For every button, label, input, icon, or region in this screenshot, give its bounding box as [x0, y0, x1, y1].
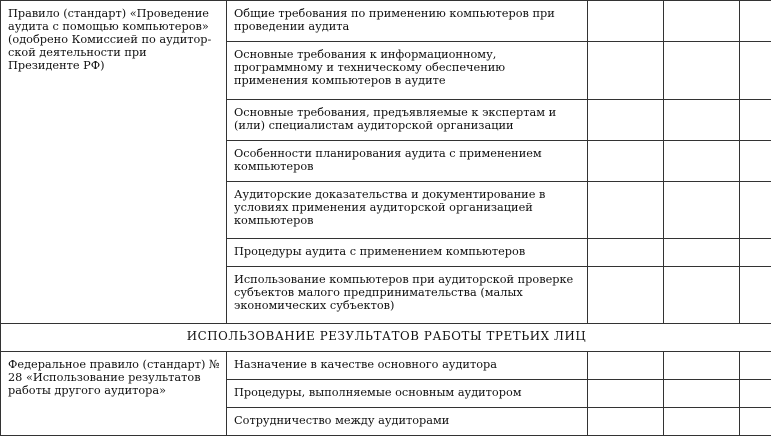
empty-cell: [588, 239, 664, 267]
empty-cell: [664, 352, 740, 380]
empty-cell: [664, 267, 740, 324]
table-row: [1, 352, 771, 380]
section-header-row: [1, 324, 771, 352]
standard-cell-computer-audit: Правило (стандарт) «Проведение аудита с помощью компьютеров» (одобрено Комиссией по аудитор-ской деятельности при Президенте РФ): [1, 1, 227, 324]
empty-cell: [740, 100, 771, 141]
requirement-cell: Основные требования, предъявляемые к экспертам и (или) специалистам аудиторской организации: [227, 100, 588, 141]
empty-cell: [740, 141, 771, 182]
empty-cell: [588, 352, 664, 380]
requirement-cell: Использование компьютеров при аудиторской проверке субъектов малого предпринимательства (малых экономических субъектов): [227, 267, 588, 324]
empty-cell: [588, 100, 664, 141]
requirement-cell: Назначение в качестве основного аудитора: [227, 352, 588, 380]
empty-cell: [664, 141, 740, 182]
empty-cell: [740, 267, 771, 324]
requirement-cell: Аудиторские доказательства и документирование в условиях применения аудиторской организацией компьютеров: [227, 182, 588, 239]
empty-cell: [588, 408, 664, 436]
empty-cell: [588, 380, 664, 408]
empty-cell: [740, 1, 771, 42]
requirement-cell: Процедуры аудита с применением компьютеров: [227, 239, 588, 267]
empty-cell: [664, 380, 740, 408]
empty-cell: [740, 239, 771, 267]
standard-cell-third-parties: Федеральное правило (стандарт) № 28 «Использование результатов работы другого аудитора»: [1, 352, 227, 436]
requirement-cell: Процедуры, выполняемые основным аудитором: [227, 380, 588, 408]
requirement-cell: Особенности планирования аудита с применением компьютеров: [227, 141, 588, 182]
table-row: [1, 1, 771, 42]
empty-cell: [740, 408, 771, 436]
empty-cell: [588, 42, 664, 100]
requirement-cell: Общие требования по применению компьютеров при проведении аудита: [227, 1, 588, 42]
empty-cell: [740, 380, 771, 408]
empty-cell: [664, 182, 740, 239]
empty-cell: [740, 42, 771, 100]
empty-cell: [664, 42, 740, 100]
empty-cell: [588, 1, 664, 42]
empty-cell: [740, 182, 771, 239]
section-title: ИСПОЛЬЗОВАНИЕ РЕЗУЛЬТАТОВ РАБОТЫ ТРЕТЬИХ ЛИЦ: [1, 324, 771, 352]
empty-cell: [664, 408, 740, 436]
requirement-cell: Сотрудничество между аудиторами: [227, 408, 588, 436]
empty-cell: [588, 182, 664, 239]
empty-cell: [588, 141, 664, 182]
empty-cell: [664, 239, 740, 267]
empty-cell: [664, 1, 740, 42]
requirement-cell: Основные требования к информационному, программному и техническому обеспечению применения компьютеров в аудите: [227, 42, 588, 100]
empty-cell: [664, 100, 740, 141]
empty-cell: [740, 352, 771, 380]
empty-cell: [588, 267, 664, 324]
